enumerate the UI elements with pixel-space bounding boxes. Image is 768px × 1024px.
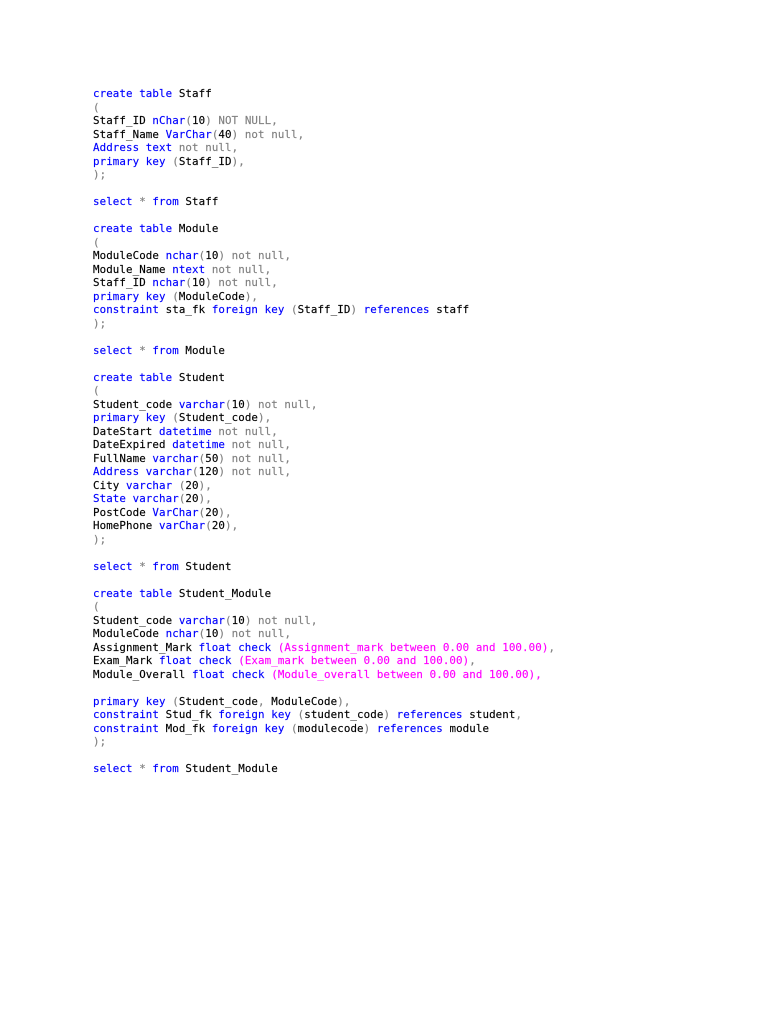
sql-number: 20 <box>185 492 199 505</box>
blank-line <box>93 546 733 560</box>
sql-keyword: create table <box>93 370 173 384</box>
sql-number: 20 <box>205 505 219 519</box>
sql-keyword: varchar <box>152 451 199 465</box>
code-line <box>93 87 733 101</box>
sql-identifier: module <box>442 721 490 735</box>
code-line <box>93 452 733 466</box>
sql-punctuation: ) not null, <box>218 627 292 640</box>
sql-keyword: create table <box>93 87 173 100</box>
sql-punctuation: ( <box>284 721 298 735</box>
sql-keyword: from <box>152 195 179 208</box>
sql-punctuation: ( <box>205 519 212 532</box>
sql-number: 10 <box>205 249 219 262</box>
code-line <box>93 641 733 655</box>
code-line <box>93 317 733 331</box>
code-line <box>93 398 733 412</box>
sql-keyword: create table <box>93 586 173 600</box>
sql-identifier: Module <box>172 222 219 235</box>
sql-punctuation: , <box>258 694 272 708</box>
sql-punctuation: not null, <box>172 141 239 154</box>
sql-punctuation: ( <box>198 249 206 262</box>
sql-keyword: references <box>396 708 463 721</box>
code-line <box>93 195 733 209</box>
blank-line <box>93 573 733 587</box>
sql-punctuation: ), <box>218 505 232 519</box>
sql-identifier: ModuleCode <box>93 627 166 640</box>
sql-identifier: HomePhone <box>93 519 160 532</box>
sql-punctuation: ) not null, <box>218 451 292 465</box>
blank-line <box>93 330 733 344</box>
sql-operator: * <box>132 762 153 775</box>
sql-keyword: foreign key <box>211 303 285 316</box>
sql-keyword: references <box>376 721 443 735</box>
code-line <box>93 735 733 749</box>
sql-identifier: Exam_Mark <box>93 654 160 667</box>
code-line <box>93 168 733 182</box>
sql-keyword: ntext <box>172 262 206 276</box>
code-line <box>93 600 733 614</box>
code-line <box>93 290 733 304</box>
sql-keyword: from <box>152 762 179 775</box>
sql-punctuation: ( <box>192 465 199 478</box>
code-line <box>93 438 733 452</box>
sql-punctuation: ( <box>225 613 232 627</box>
sql-keyword: Address text <box>93 141 173 154</box>
code-line <box>93 276 733 290</box>
sql-identifier: Student <box>178 559 232 573</box>
sql-identifier: staff <box>429 303 470 316</box>
sql-punctuation: ( <box>284 303 298 316</box>
sql-identifier: student_code <box>304 708 384 721</box>
sql-keyword: select <box>93 195 133 208</box>
sql-identifier: Module <box>178 343 226 357</box>
sql-number: 20 <box>185 478 199 492</box>
sql-punctuation: ( <box>165 694 179 708</box>
sql-identifier: Staff_ID <box>93 114 153 127</box>
sql-number: 10 <box>205 627 219 640</box>
sql-keyword: nChar <box>152 114 186 127</box>
blank-line <box>93 182 733 196</box>
sql-code-block <box>93 87 733 776</box>
code-line <box>93 560 733 574</box>
sql-punctuation: not null, <box>211 424 278 438</box>
sql-keyword: varchar <box>178 613 226 627</box>
code-line <box>93 263 733 277</box>
sql-punctuation: ( <box>93 384 100 397</box>
sql-identifier: Staff_Name <box>93 127 166 141</box>
sql-punctuation: ); <box>93 532 107 546</box>
sql-number: 10 <box>231 613 245 627</box>
sql-keyword: from <box>152 343 179 357</box>
sql-punctuation: ); <box>93 735 107 748</box>
code-line <box>93 627 733 641</box>
sql-keyword: primary key <box>93 411 166 424</box>
sql-punctuation: ( <box>211 127 219 141</box>
code-line <box>93 695 733 709</box>
sql-keyword: nchar <box>165 627 199 640</box>
sql-keyword: varChar <box>159 519 206 532</box>
code-line <box>93 533 733 547</box>
sql-punctuation: ), <box>198 478 212 492</box>
sql-keyword: float check <box>198 640 272 654</box>
sql-punctuation: ( <box>93 235 100 249</box>
sql-keyword: primary key <box>93 694 166 708</box>
sql-punctuation: ( <box>185 276 193 289</box>
sql-identifier: Staff <box>172 87 212 100</box>
sql-punctuation: ), <box>231 154 245 168</box>
code-line <box>93 222 733 236</box>
sql-punctuation: ), <box>198 492 212 505</box>
sql-keyword: float check <box>159 654 232 667</box>
sql-identifier: Staff_ID <box>93 276 153 289</box>
sql-punctuation: ), <box>258 411 272 424</box>
sql-punctuation: ); <box>93 316 107 330</box>
blank-line <box>93 749 733 763</box>
code-line <box>93 303 733 317</box>
sql-keyword: VarChar <box>152 505 199 519</box>
code-line <box>93 708 733 722</box>
sql-punctuation: ) <box>383 708 397 721</box>
sql-punctuation: ) not null, <box>218 249 292 262</box>
sql-keyword: datetime <box>172 438 226 451</box>
sql-punctuation: , <box>515 708 523 721</box>
sql-keyword: select <box>93 762 133 775</box>
sql-identifier: ModuleCode <box>93 249 166 262</box>
sql-punctuation: ); <box>93 168 107 181</box>
code-line <box>93 492 733 506</box>
sql-identifier: Student_Module <box>172 586 272 600</box>
sql-number: 10 <box>192 114 206 127</box>
code-line <box>93 425 733 439</box>
sql-number: 10 <box>231 397 245 411</box>
sql-keyword: from <box>152 559 179 573</box>
sql-number: 40 <box>218 127 232 141</box>
sql-operator: * <box>132 195 153 208</box>
sql-number: 20 <box>211 519 226 532</box>
blank-line <box>93 681 733 695</box>
sql-identifier: Module_Name <box>93 262 173 276</box>
blank-line <box>93 209 733 223</box>
sql-punctuation: ) not null, <box>231 127 305 141</box>
sql-string: (Assignment_mark between 0.00 and 100.00) <box>271 640 549 654</box>
sql-identifier: Student_code <box>93 613 179 627</box>
sql-punctuation: ( <box>93 100 100 114</box>
sql-keyword: foreign key <box>218 708 292 721</box>
sql-identifier: Student_code <box>178 694 259 708</box>
sql-punctuation: ( <box>93 600 100 613</box>
sql-keyword: State varchar <box>93 492 179 505</box>
sql-identifier: Staff_ID <box>297 303 351 316</box>
sql-keyword: create table <box>93 222 173 235</box>
sql-punctuation: ) <box>350 303 364 316</box>
sql-punctuation: ( <box>165 411 179 424</box>
sql-identifier: ModuleCode <box>271 694 338 708</box>
code-line <box>93 411 733 425</box>
sql-punctuation: ( <box>198 451 206 465</box>
code-line <box>93 654 733 668</box>
sql-keyword: select <box>93 343 133 357</box>
sql-punctuation: ) NOT NULL, <box>205 114 278 127</box>
sql-keyword: primary key <box>93 154 166 168</box>
sql-keyword: VarChar <box>165 127 212 141</box>
sql-punctuation: ) not null, <box>244 397 318 411</box>
sql-string: (Module_overall between 0.00 and 100.00), <box>264 667 542 681</box>
sql-keyword: Address varchar <box>93 465 193 478</box>
sql-keyword: references <box>363 303 430 316</box>
sql-punctuation: ) not null, <box>244 613 318 627</box>
sql-punctuation: not null, <box>225 438 292 451</box>
sql-punctuation: ( <box>198 505 206 519</box>
sql-identifier: Student_code <box>93 397 179 411</box>
sql-operator: * <box>132 559 153 573</box>
sql-punctuation: ), <box>225 519 239 532</box>
sql-identifier: FullName <box>93 451 153 465</box>
code-line <box>93 155 733 169</box>
sql-identifier: ModuleCode <box>178 289 245 303</box>
code-line <box>93 465 733 479</box>
blank-line <box>93 357 733 371</box>
sql-operator: * <box>132 343 153 357</box>
sql-punctuation: ( <box>291 708 305 721</box>
sql-punctuation: ( <box>165 154 179 168</box>
code-line <box>93 722 733 736</box>
code-line <box>93 371 733 385</box>
sql-keyword: nchar <box>165 249 199 262</box>
code-line <box>93 614 733 628</box>
sql-punctuation: ), <box>244 289 259 303</box>
sql-punctuation: ( <box>172 478 186 492</box>
sql-keyword: constraint <box>93 708 160 721</box>
sql-identifier: student <box>462 708 516 721</box>
code-line <box>93 479 733 493</box>
code-line <box>93 762 733 776</box>
sql-identifier: Assignment_Mark <box>93 640 199 654</box>
sql-number: 50 <box>205 451 219 465</box>
sql-identifier: Mod_fk <box>159 721 212 735</box>
sql-identifier: DateStart <box>93 424 160 438</box>
sql-identifier: Stud_fk <box>159 708 219 721</box>
sql-identifier: Student_Module <box>178 762 278 775</box>
sql-keyword: varchar <box>178 397 226 411</box>
code-line <box>93 519 733 533</box>
code-line <box>93 141 733 155</box>
sql-identifier: PostCode <box>93 505 153 519</box>
sql-punctuation: ), <box>337 694 351 708</box>
sql-punctuation: ( <box>198 627 206 640</box>
sql-identifier: modulecode <box>297 721 364 735</box>
sql-identifier: sta_fk <box>159 303 212 316</box>
sql-string: (Exam_mark between 0.00 and 100.00) <box>231 654 470 667</box>
code-line <box>93 249 733 263</box>
code-line <box>93 344 733 358</box>
sql-punctuation: not null, <box>205 262 272 276</box>
sql-identifier: Staff_ID <box>178 154 232 168</box>
sql-identifier: Staff <box>178 195 219 208</box>
sql-identifier: Student_code <box>178 411 259 424</box>
sql-punctuation: ( <box>225 397 232 411</box>
code-line <box>93 506 733 520</box>
sql-number: 120 <box>198 465 219 478</box>
sql-punctuation: , <box>548 640 556 654</box>
sql-keyword: float check <box>192 667 265 681</box>
sql-punctuation: ( <box>185 114 193 127</box>
code-line <box>93 587 733 601</box>
sql-punctuation: ) <box>363 721 377 735</box>
code-line <box>93 236 733 250</box>
sql-identifier: City <box>93 478 127 492</box>
sql-identifier: DateExpired <box>93 438 173 451</box>
sql-identifier: Student <box>172 370 226 384</box>
sql-keyword: select <box>93 559 133 573</box>
sql-number: 10 <box>192 276 206 289</box>
sql-keyword: primary key <box>93 289 166 303</box>
code-line <box>93 128 733 142</box>
sql-punctuation: ( <box>178 492 186 505</box>
code-line <box>93 101 733 115</box>
sql-keyword: constraint <box>93 303 160 316</box>
code-line <box>93 114 733 128</box>
sql-punctuation: ) not null, <box>218 465 292 478</box>
sql-keyword: datetime <box>159 424 212 438</box>
sql-keyword: nchar <box>152 276 186 289</box>
sql-punctuation: , <box>469 654 476 667</box>
sql-keyword: constraint <box>93 721 160 735</box>
sql-keyword: foreign key <box>211 721 285 735</box>
code-line <box>93 668 733 682</box>
sql-punctuation: ( <box>165 289 179 303</box>
sql-keyword: varchar <box>126 478 173 492</box>
sql-punctuation: ) not null, <box>205 276 278 289</box>
sql-identifier: Module_Overall <box>93 667 193 681</box>
code-line <box>93 384 733 398</box>
